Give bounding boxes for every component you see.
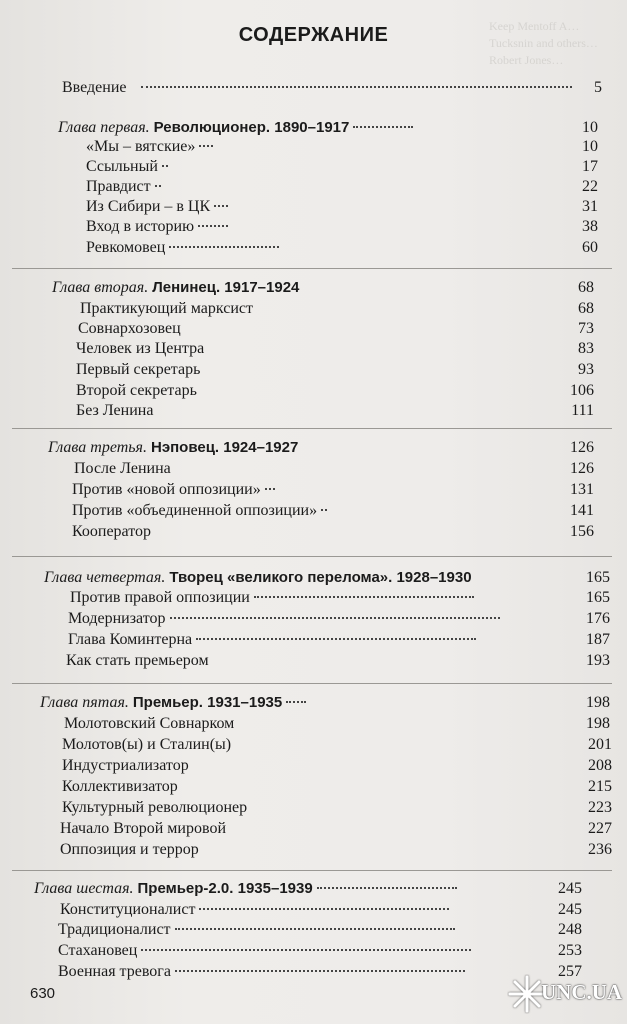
section-title: Вход в историю xyxy=(86,218,195,235)
toc-page-number: 83 xyxy=(578,340,594,357)
toc-section xyxy=(60,900,582,920)
toc-chapter-6 xyxy=(34,879,582,899)
section-title: Культурный революционер xyxy=(62,799,248,816)
chapter-title: Премьер. 1931–1935 xyxy=(132,694,283,711)
toc-section xyxy=(72,480,594,500)
section-title: Военная тревога xyxy=(58,963,171,980)
toc-section xyxy=(78,319,594,339)
leader-dots xyxy=(155,185,161,187)
toc-section xyxy=(74,459,594,479)
section-title: Первый секретарь xyxy=(76,361,201,378)
leader-dots xyxy=(169,246,279,248)
leader-dots xyxy=(317,887,457,889)
toc-section xyxy=(86,137,598,157)
section-title: Против «новой оппозиции» xyxy=(72,481,261,498)
toc-page-number: 17 xyxy=(582,158,598,175)
section-divider xyxy=(12,683,612,684)
toc-section xyxy=(62,777,612,797)
toc-page-number: 245 xyxy=(558,880,582,897)
toc-page-number: 187 xyxy=(586,631,610,648)
show-through-text: Keep Mentoff A… Tucksnin and others… Robert Jones… xyxy=(489,19,598,67)
section-title: «Мы – вятские» xyxy=(86,138,196,155)
chapter-prefix: Глава третья. xyxy=(48,439,147,456)
toc-section xyxy=(72,501,594,521)
toc-page-number: 248 xyxy=(558,921,582,938)
toc-section xyxy=(60,819,612,839)
toc-page-number: 68 xyxy=(578,279,594,296)
section-divider xyxy=(12,870,612,871)
section-title: Традиционалист xyxy=(58,921,171,938)
toc-page-number: 257 xyxy=(558,963,582,980)
section-title: Кооператор xyxy=(72,523,152,540)
toc-page-number: 198 xyxy=(586,694,610,711)
toc-page-number: 10 xyxy=(582,119,598,136)
toc-section xyxy=(62,798,612,818)
toc-section xyxy=(58,920,582,940)
section-title: После Ленина xyxy=(74,460,171,477)
chapter-prefix: Глава вторая. xyxy=(52,279,149,296)
section-title: Как стать премьером xyxy=(66,652,209,669)
toc-page-number: 215 xyxy=(588,778,612,795)
toc-section xyxy=(86,238,598,258)
toc-page-number: 223 xyxy=(588,799,612,816)
section-title: Человек из Центра xyxy=(76,340,205,357)
chapter-prefix: Глава четвертая. xyxy=(44,569,166,586)
toc-page-number: 156 xyxy=(570,523,594,540)
toc-page-number: 38 xyxy=(582,218,598,235)
section-divider xyxy=(12,428,612,429)
leader-dots xyxy=(198,225,228,227)
section-title: Начало Второй мировой xyxy=(60,820,226,837)
section-divider xyxy=(12,556,612,557)
leader-dots xyxy=(141,86,573,88)
toc-page-number: 236 xyxy=(588,841,612,858)
section-title: Против правой оппозиции xyxy=(70,589,250,606)
section-title: Против «объединенной оппозиции» xyxy=(72,502,318,519)
chapter-title: Творец «великого перелома». 1928–1930 xyxy=(169,569,472,586)
toc-section xyxy=(76,401,594,421)
toc-section xyxy=(68,630,610,650)
toc-page-number: 93 xyxy=(578,361,594,378)
toc-section xyxy=(76,360,594,380)
leader-dots xyxy=(214,205,228,207)
leader-dots xyxy=(254,596,474,598)
toc-page-number: 126 xyxy=(570,460,594,477)
section-title: Коллективизатор xyxy=(62,778,178,795)
toc-section xyxy=(76,339,594,359)
toc-page-number: 68 xyxy=(578,300,594,317)
section-title: Молотов(ы) и Сталин(ы) xyxy=(62,736,232,753)
toc-intro xyxy=(62,78,602,98)
section-divider xyxy=(12,268,612,269)
watermark-text: UNC.UA xyxy=(541,980,623,1004)
toc-chapter-2 xyxy=(52,278,594,298)
toc-page-number: 31 xyxy=(582,198,598,215)
chapter-prefix: Глава первая. xyxy=(58,119,150,136)
toc-chapter-4 xyxy=(44,568,610,588)
section-title: Совнархозовец xyxy=(78,320,181,337)
toc-section xyxy=(58,962,582,982)
toc-section xyxy=(70,588,610,608)
toc-intro-title: Введение xyxy=(62,79,127,96)
toc-page-number: 22 xyxy=(582,178,598,195)
toc-page-number: 198 xyxy=(586,715,610,732)
leader-dots xyxy=(196,638,476,640)
page-folio: 630 xyxy=(30,985,56,1002)
toc-section xyxy=(76,381,594,401)
section-title: Из Сибири – в ЦК xyxy=(86,198,211,215)
toc-page-number: 10 xyxy=(582,138,598,155)
leader-dots xyxy=(286,701,306,703)
section-title: Конституционалист xyxy=(60,901,196,918)
toc-chapter-3 xyxy=(48,438,594,458)
toc-page-number: 165 xyxy=(586,589,610,606)
section-title: Оппозиция и террор xyxy=(60,841,199,858)
toc-section xyxy=(62,735,612,755)
chapter-prefix: Глава пятая. xyxy=(40,694,129,711)
section-title: Модернизатор xyxy=(68,610,166,627)
toc-section xyxy=(64,714,610,734)
leader-dots xyxy=(170,617,500,619)
toc-section xyxy=(80,299,594,319)
section-title: Молотовский Совнарком xyxy=(64,715,235,732)
toc-page-number: 176 xyxy=(586,610,610,627)
section-title: Стахановец xyxy=(58,942,138,959)
leader-dots xyxy=(265,488,275,490)
toc-page-number: 165 xyxy=(586,569,610,586)
toc-page-number: 60 xyxy=(582,239,598,256)
toc-page-number: 106 xyxy=(570,382,594,399)
toc-section xyxy=(72,522,594,542)
chapter-title: Премьер-2.0. 1935–1939 xyxy=(137,880,313,897)
toc-page-number: 131 xyxy=(570,481,594,498)
toc-section xyxy=(66,651,610,671)
toc-section xyxy=(58,941,582,961)
toc-page-number: 126 xyxy=(570,439,594,456)
leader-dots xyxy=(175,928,455,930)
toc-section xyxy=(62,756,612,776)
toc-section xyxy=(86,177,598,197)
watermark-logo xyxy=(507,966,623,1022)
toc-section xyxy=(86,197,598,217)
toc-page-number: 111 xyxy=(571,402,594,419)
leader-dots xyxy=(199,145,213,147)
section-title: Правдист xyxy=(86,178,151,195)
leader-dots xyxy=(162,165,168,167)
section-title: Без Ленина xyxy=(76,402,154,419)
toc-section xyxy=(86,217,598,237)
section-title: Глава Коминтерна xyxy=(68,631,193,648)
section-title: Второй секретарь xyxy=(76,382,197,399)
leader-dots xyxy=(353,126,413,128)
toc-page-number: 201 xyxy=(588,736,612,753)
chapter-title: Нэповец. 1924–1927 xyxy=(150,439,299,456)
toc-page-number: 253 xyxy=(558,942,582,959)
toc-page-number: 227 xyxy=(588,820,612,837)
toc-page-number: 245 xyxy=(558,901,582,918)
toc-page-number: 73 xyxy=(578,320,594,337)
chapter-title: Ленинец. 1917–1924 xyxy=(152,279,300,296)
toc-chapter-5 xyxy=(40,693,610,713)
section-title: Ссыльный xyxy=(86,158,158,175)
toc-section xyxy=(86,157,598,177)
toc-section xyxy=(68,609,610,629)
toc-page-number: 5 xyxy=(594,79,602,96)
leader-dots xyxy=(175,970,465,972)
section-title: Практикующий марксист xyxy=(80,300,253,317)
leader-dots xyxy=(321,509,327,511)
section-title: Ревкомовец xyxy=(86,239,166,256)
toc-section xyxy=(60,840,612,860)
toc-chapter-1 xyxy=(58,118,598,138)
leader-dots xyxy=(141,949,471,951)
chapter-title: Революционер. 1890–1917 xyxy=(153,119,350,136)
page-title: СОДЕРЖАНИЕ xyxy=(238,24,389,46)
toc-page-number: 141 xyxy=(570,502,594,519)
toc-page-number: 208 xyxy=(588,757,612,774)
section-title: Индустриализатор xyxy=(62,757,189,774)
chapter-prefix: Глава шестая. xyxy=(34,880,134,897)
leader-dots xyxy=(199,908,449,910)
toc-page-number: 193 xyxy=(586,652,610,669)
